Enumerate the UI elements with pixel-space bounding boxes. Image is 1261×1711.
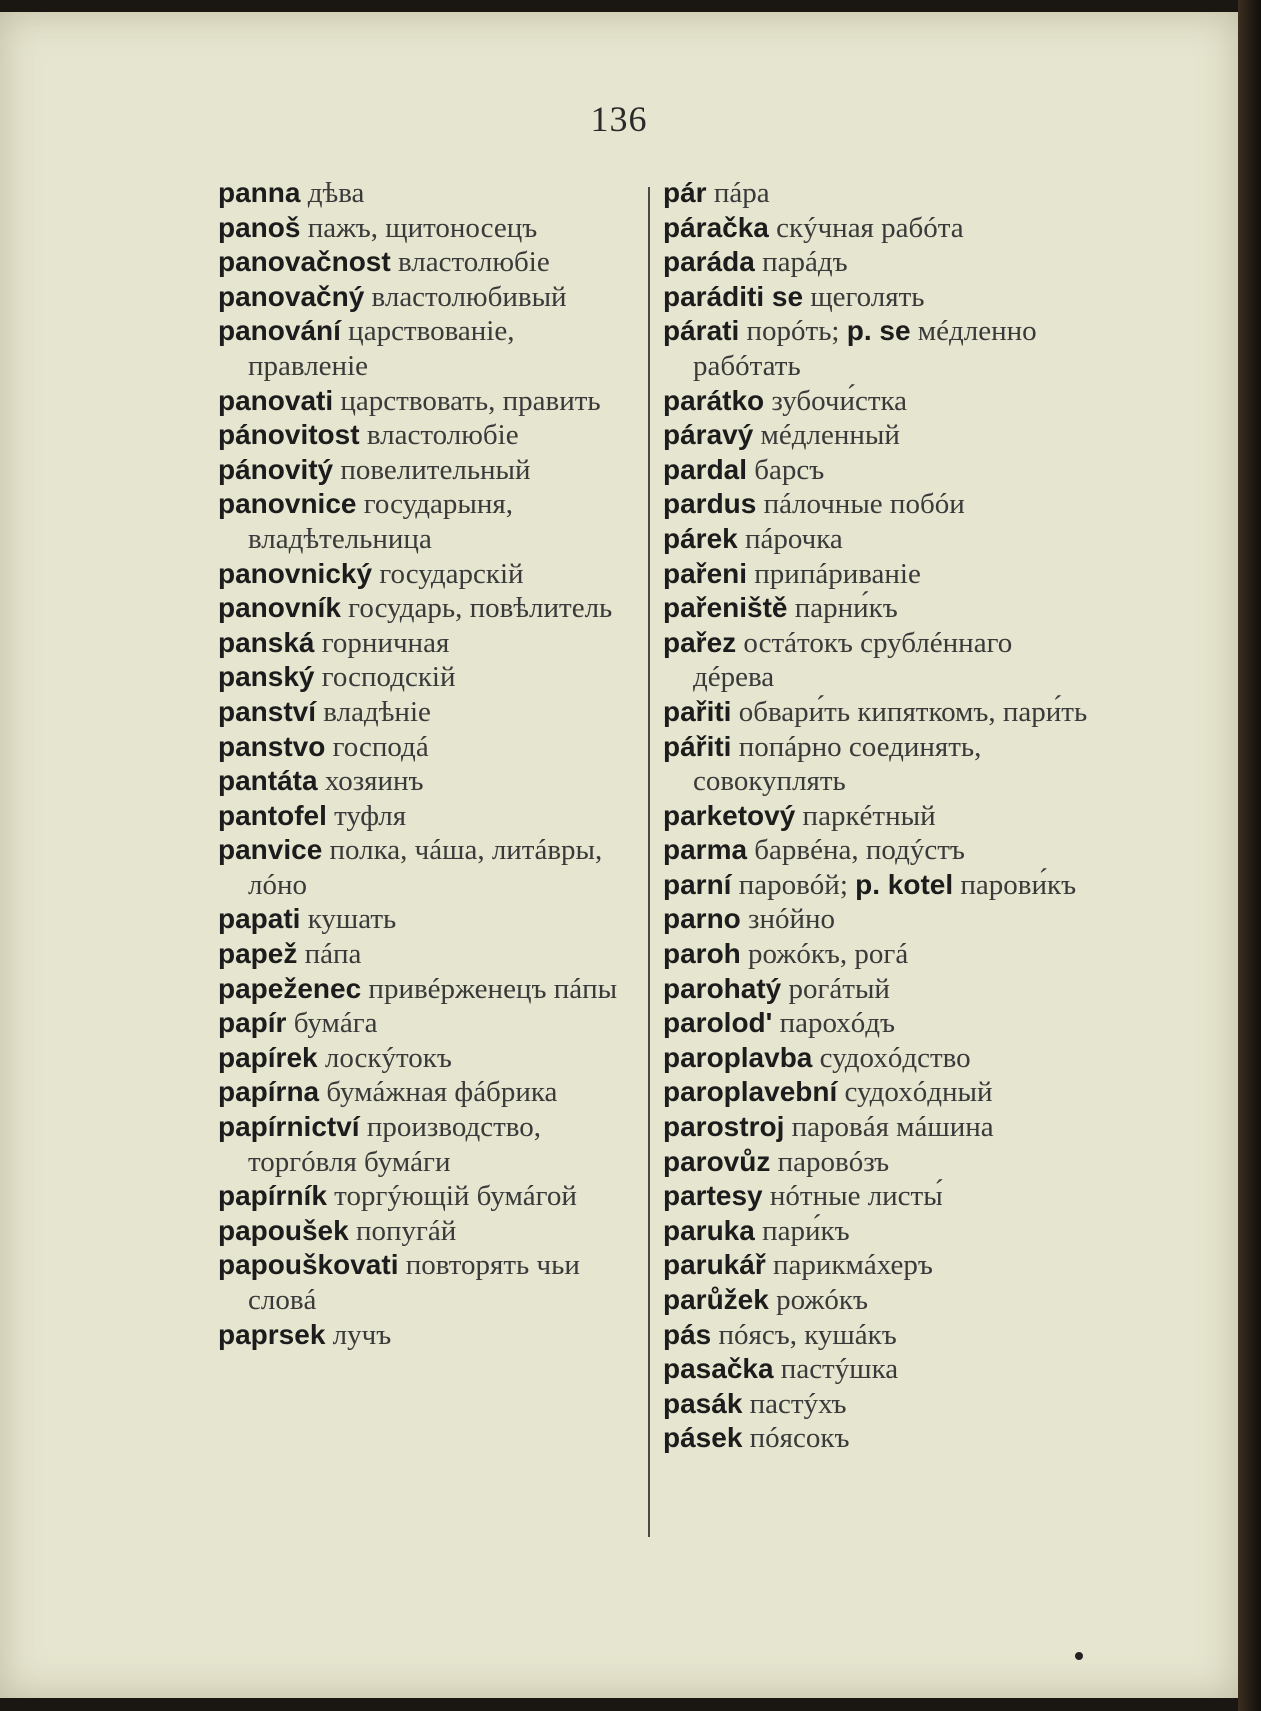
translation: попáрно соединять, совокуплять xyxy=(693,730,982,798)
dictionary-entry xyxy=(218,937,638,972)
translation: полка, чáша, литáвры, лóно xyxy=(248,834,603,901)
headword: párek xyxy=(663,522,738,554)
headword: paráda xyxy=(663,246,755,278)
headword: paroh xyxy=(663,938,741,970)
headword: panstvo xyxy=(218,730,326,762)
dictionary-entry xyxy=(663,972,1088,1007)
headword: papeženec xyxy=(218,972,362,1004)
dictionary-entry xyxy=(218,245,638,280)
dictionary-entry xyxy=(218,626,638,661)
translation: кушать xyxy=(307,903,397,936)
dictionary-entry xyxy=(663,418,1088,453)
dictionary-entry xyxy=(663,1041,1088,1076)
headword: papouškovati xyxy=(218,1249,399,1281)
dictionary-entry xyxy=(663,211,1088,246)
translation: туфля xyxy=(334,799,407,832)
headword: paprsek xyxy=(218,1318,326,1350)
headword: paruka xyxy=(663,1214,755,1246)
ink-dot xyxy=(1075,1652,1083,1660)
dictionary-entry xyxy=(663,1283,1088,1318)
translation: парни́къ xyxy=(794,592,898,625)
translation: рожóкъ, рогá xyxy=(748,938,909,971)
dictionary-entry xyxy=(663,453,1088,488)
headword: páračka xyxy=(663,211,769,243)
translation: паровóй; xyxy=(738,868,848,901)
dictionary-entry xyxy=(218,1179,638,1214)
headword: pardal xyxy=(663,453,748,485)
translation: пóясъ, кушáкъ xyxy=(718,1318,897,1351)
dictionary-entry xyxy=(663,730,1088,799)
headword: panovačný xyxy=(218,280,365,312)
headword: pardus xyxy=(663,488,757,520)
dictionary-entry xyxy=(663,1318,1088,1353)
headword: pasák xyxy=(663,1387,743,1419)
dictionary-entry xyxy=(663,1179,1088,1214)
dictionary-entry xyxy=(663,176,1088,211)
headword: parostroj xyxy=(663,1111,785,1143)
translation: государь, повѣлитель xyxy=(348,592,613,625)
translation: повелительный xyxy=(340,453,531,486)
dictionary-entry xyxy=(218,695,638,730)
dictionary-entry xyxy=(218,730,638,765)
dictionary-entry xyxy=(218,314,638,383)
sub-headword: p. se xyxy=(846,315,911,347)
headword: panský xyxy=(218,661,315,693)
dictionary-entry xyxy=(663,1145,1088,1180)
translation: рогáтый xyxy=(788,972,890,1005)
dictionary-entry xyxy=(663,591,1088,626)
dictionary-entry xyxy=(218,972,638,1007)
sub-translation: парови́къ xyxy=(960,868,1077,901)
dictionary-entry xyxy=(663,1352,1088,1387)
dictionary-entry xyxy=(218,176,638,211)
headword: panovati xyxy=(218,384,334,416)
translation: порóть; xyxy=(746,315,840,348)
translation: государыня, владѣтельница xyxy=(248,488,514,555)
headword: pařeniště xyxy=(663,592,788,624)
dictionary-entry xyxy=(663,487,1088,522)
dictionary-entry xyxy=(663,868,1088,903)
dictionary-entry xyxy=(663,1214,1088,1249)
translation: остáтокъ срублéннаго дéрева xyxy=(693,626,1013,694)
translation: судохóдство xyxy=(819,1041,971,1074)
translation: государскій xyxy=(379,557,524,590)
dictionary-entry xyxy=(218,833,638,902)
headword: pánovitý xyxy=(218,453,334,485)
translation: пастýхъ xyxy=(749,1387,847,1420)
translation: господá xyxy=(332,730,429,763)
dictionary-entry xyxy=(663,1387,1088,1422)
headword: paroplavební xyxy=(663,1076,838,1108)
translation: пастýшка xyxy=(780,1353,899,1386)
headword: pásek xyxy=(663,1422,743,1454)
translation: припáриваніе xyxy=(754,557,921,590)
dictionary-entry xyxy=(218,1318,638,1353)
headword: parketový xyxy=(663,799,796,831)
headword: pářiti xyxy=(663,730,732,762)
dictionary-entry xyxy=(663,626,1088,695)
translation: знóйно xyxy=(748,903,836,936)
headword: pás xyxy=(663,1318,712,1350)
headword: papati xyxy=(218,903,301,935)
translation: барсъ xyxy=(754,453,825,486)
dictionary-entry xyxy=(218,1075,638,1110)
translation: попугáй xyxy=(355,1214,457,1247)
sub-translation: мéдленно рабóтать xyxy=(693,315,1037,382)
headword: pařiti xyxy=(663,695,732,727)
sub-headword: p. kotel xyxy=(855,868,954,900)
headword: panovník xyxy=(218,592,341,624)
translation: властолюбивый xyxy=(371,280,567,313)
translation: властолюбіе xyxy=(366,419,519,452)
headword: partesy xyxy=(663,1180,763,1212)
dictionary-entry xyxy=(663,245,1088,280)
headword: parůžek xyxy=(663,1284,769,1315)
translation: парикмáхеръ xyxy=(772,1249,933,1282)
dictionary-entry xyxy=(218,487,638,556)
headword: paroplavba xyxy=(663,1041,813,1073)
headword: papír xyxy=(218,1007,287,1039)
dictionary-entry xyxy=(663,280,1088,315)
translation: скýчная рабóта xyxy=(776,211,964,244)
headword: parno xyxy=(663,903,741,935)
dictionary-entry xyxy=(218,211,638,246)
translation: лоскýтокъ xyxy=(324,1041,452,1074)
headword: papírnictví xyxy=(218,1111,360,1143)
translation: паровóзъ xyxy=(777,1145,890,1178)
headword: parma xyxy=(663,834,748,866)
translation: пóясокъ xyxy=(749,1422,850,1455)
dictionary-entry xyxy=(218,799,638,834)
translation: парохóдъ xyxy=(779,1007,895,1040)
dictionary-entry xyxy=(218,1214,638,1249)
translation: парáдъ xyxy=(762,246,848,279)
headword: páravý xyxy=(663,419,754,451)
translation: владѣніе xyxy=(323,695,431,728)
translation: производство, торгóвля бумáги xyxy=(248,1111,542,1178)
headword: pánovitost xyxy=(218,419,360,451)
headword: parovůz xyxy=(663,1145,771,1177)
translation: властолюбіе xyxy=(397,246,550,279)
dictionary-entry xyxy=(218,453,638,488)
page-number: 136 xyxy=(590,99,648,139)
dictionary-entry xyxy=(663,1110,1088,1145)
translation: барвéна, подýстъ xyxy=(754,834,965,867)
headword: papoušek xyxy=(218,1214,349,1246)
translation: пáра xyxy=(713,177,770,209)
headword: parolod' xyxy=(663,1007,773,1039)
headword: pasačka xyxy=(663,1353,774,1385)
translation: пажъ, щитоносецъ xyxy=(307,211,538,244)
headword: papírek xyxy=(218,1041,318,1073)
headword: pařeni xyxy=(663,557,748,589)
translation: бумáга xyxy=(293,1007,378,1040)
translation: пáлочные побóи xyxy=(763,488,965,521)
dictionary-entry xyxy=(663,384,1088,419)
translation: пáпа xyxy=(304,938,362,971)
dictionary-entry xyxy=(663,1075,1088,1110)
translation: мéдленный xyxy=(760,419,900,452)
translation: лучъ xyxy=(332,1318,392,1351)
dictionary-entry xyxy=(218,557,638,592)
headword: papírník xyxy=(218,1180,327,1212)
dictionary-entry xyxy=(218,764,638,799)
column-divider xyxy=(648,187,650,1537)
headword: panovnice xyxy=(218,488,357,520)
dictionary-entry xyxy=(218,280,638,315)
headword: panvice xyxy=(218,834,323,866)
translation: господскій xyxy=(321,661,456,694)
translation: паркéтный xyxy=(802,799,936,832)
headword: panování xyxy=(218,315,341,347)
headword: paráditi se xyxy=(663,280,804,312)
translation: привéрженецъ пáпы xyxy=(368,972,618,1005)
dictionary-entry xyxy=(663,799,1088,834)
headword: panská xyxy=(218,626,315,658)
translation: царствованіе, правленіе xyxy=(248,315,515,382)
headword: panovnický xyxy=(218,557,373,589)
dictionary-entry xyxy=(663,937,1088,972)
headword: panoš xyxy=(218,211,301,243)
translation: судохóдный xyxy=(844,1076,993,1109)
dictionary-entry xyxy=(663,1421,1088,1456)
dictionary-page xyxy=(0,12,1238,1698)
headword: pantofel xyxy=(218,799,327,831)
translation: пáрочка xyxy=(744,522,843,555)
translation: рожóкъ xyxy=(776,1284,868,1316)
translation: хозяинъ xyxy=(324,765,424,798)
book-binding xyxy=(1238,0,1261,1711)
headword: párati xyxy=(663,315,740,347)
right-column xyxy=(663,176,1088,1456)
headword: pařez xyxy=(663,626,737,658)
left-column xyxy=(218,176,638,1352)
translation: повторять чьи словá xyxy=(248,1249,580,1316)
dictionary-entry xyxy=(218,384,638,419)
translation: торгýющій бумáгой xyxy=(334,1180,577,1213)
dictionary-entry xyxy=(663,1006,1088,1041)
headword: pantáta xyxy=(218,765,318,797)
headword: parohatý xyxy=(663,972,782,1004)
headword: panna xyxy=(218,177,301,208)
dictionary-entry xyxy=(218,660,638,695)
headword: panovačnost xyxy=(218,246,391,278)
headword: parukář xyxy=(663,1249,766,1281)
dictionary-entry xyxy=(663,833,1088,868)
headword: parní xyxy=(663,868,732,900)
translation: паровáя мáшина xyxy=(791,1111,994,1144)
translation: обвари́ть кипяткомъ, пари́ть xyxy=(738,695,1088,728)
headword: parátko xyxy=(663,384,765,416)
translation: царствовать, править xyxy=(340,384,601,417)
translation: нóтные листы́ xyxy=(769,1180,943,1213)
dictionary-entry xyxy=(218,1110,638,1179)
dictionary-entry xyxy=(663,314,1088,383)
dictionary-entry xyxy=(663,1248,1088,1283)
dictionary-entry xyxy=(663,557,1088,592)
translation: бумáжная фáбрика xyxy=(326,1076,558,1109)
headword: papírna xyxy=(218,1076,320,1108)
headword: panství xyxy=(218,695,317,727)
translation: дѣва xyxy=(307,177,365,209)
dictionary-entry xyxy=(218,591,638,626)
dictionary-entry xyxy=(663,695,1088,730)
headword: pár xyxy=(663,177,707,208)
dictionary-entry xyxy=(218,1248,638,1317)
translation: горничная xyxy=(321,626,450,659)
dictionary-entry xyxy=(218,1006,638,1041)
translation: зубочи́стка xyxy=(771,384,908,417)
dictionary-entry xyxy=(218,1041,638,1076)
dictionary-entry xyxy=(663,522,1088,557)
dictionary-entry xyxy=(218,902,638,937)
dictionary-entry xyxy=(218,418,638,453)
headword: papež xyxy=(218,938,298,970)
translation: пари́къ xyxy=(762,1214,850,1247)
translation: щеголять xyxy=(810,280,925,313)
dictionary-entry xyxy=(663,902,1088,937)
